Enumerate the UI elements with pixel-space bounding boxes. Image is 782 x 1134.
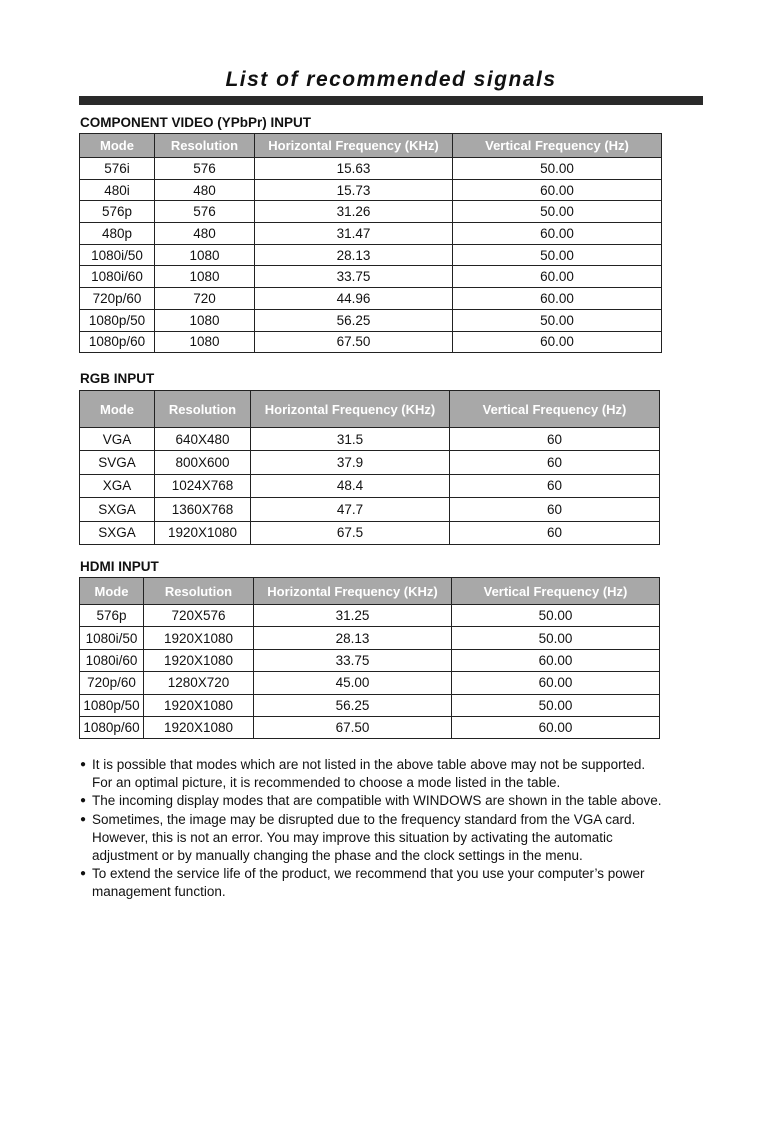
cell-vertical-frequency: 60.00 — [452, 649, 660, 671]
cell-vertical-frequency: 50.00 — [453, 158, 662, 180]
cell-mode: 1080p/60 — [80, 716, 144, 738]
bullet-icon: ● — [80, 868, 87, 880]
table-row — [80, 266, 662, 288]
hdmi-section-title: HDMI INPUT — [80, 559, 159, 574]
cell-horizontal-frequency: 31.25 — [254, 605, 452, 627]
cell-mode: 480p — [80, 223, 155, 245]
cell-horizontal-frequency: 31.26 — [255, 201, 453, 223]
cell-mode: SXGA — [80, 498, 155, 521]
cell-vertical-frequency: 60 — [450, 474, 660, 497]
note-line: For an optimal picture, it is recommended to choose a mode listed in the table. — [92, 775, 561, 791]
cell-vertical-frequency: 50.00 — [452, 627, 660, 649]
cell-resolution: 480 — [155, 179, 255, 201]
header-vertical-frequency: Vertical Frequency (Hz) — [450, 391, 660, 428]
cell-resolution: 576 — [155, 158, 255, 180]
cell-horizontal-frequency: 47.7 — [251, 498, 450, 521]
table-row — [80, 451, 660, 474]
cell-resolution: 1360X768 — [155, 498, 251, 521]
cell-vertical-frequency: 60 — [450, 521, 660, 544]
table-row — [80, 474, 660, 497]
cell-resolution: 1280X720 — [144, 672, 254, 694]
note-line: The incoming display modes that are compatible with WINDOWS are shown in the table above. — [92, 793, 662, 809]
cell-horizontal-frequency: 45.00 — [254, 672, 452, 694]
cell-mode: 576i — [80, 158, 155, 180]
component-section-title: COMPONENT VIDEO (YPbPr) INPUT — [80, 115, 312, 130]
header-vertical-frequency: Vertical Frequency (Hz) — [453, 134, 662, 158]
cell-mode: XGA — [80, 474, 155, 497]
table-header-row — [80, 391, 660, 428]
cell-horizontal-frequency: 56.25 — [255, 309, 453, 331]
note-line: adjustment or by manually changing the phase and the clock settings in the menu. — [92, 848, 583, 864]
cell-resolution: 720 — [155, 288, 255, 310]
note-item — [80, 865, 720, 901]
bullet-icon: ● — [80, 813, 87, 825]
cell-resolution: 1920X1080 — [144, 649, 254, 671]
cell-vertical-frequency: 60 — [450, 498, 660, 521]
table-row — [80, 605, 660, 627]
cell-mode: 1080p/50 — [80, 694, 144, 716]
table-row — [80, 244, 662, 266]
table-row — [80, 309, 662, 331]
page-title: List of recommended signals — [225, 68, 557, 91]
table-row — [80, 627, 660, 649]
header-mode: Mode — [80, 578, 144, 605]
cell-horizontal-frequency: 31.47 — [255, 223, 453, 245]
cell-horizontal-frequency: 67.50 — [255, 331, 453, 353]
cell-vertical-frequency: 50.00 — [453, 244, 662, 266]
header-mode: Mode — [80, 391, 155, 428]
cell-resolution: 480 — [155, 223, 255, 245]
rgb-input-table — [79, 390, 660, 545]
cell-mode: 1080i/60 — [80, 266, 155, 288]
cell-vertical-frequency: 60.00 — [453, 288, 662, 310]
cell-horizontal-frequency: 31.5 — [251, 428, 450, 451]
cell-mode: 1080i/60 — [80, 649, 144, 671]
cell-resolution: 1080 — [155, 309, 255, 331]
cell-resolution: 800X600 — [155, 451, 251, 474]
table-row — [80, 498, 660, 521]
cell-mode: 480i — [80, 179, 155, 201]
cell-resolution: 1024X768 — [155, 474, 251, 497]
cell-horizontal-frequency: 44.96 — [255, 288, 453, 310]
cell-vertical-frequency: 60 — [450, 451, 660, 474]
cell-mode: 576p — [80, 605, 144, 627]
cell-resolution: 1920X1080 — [144, 627, 254, 649]
table-row — [80, 428, 660, 451]
cell-horizontal-frequency: 33.75 — [254, 649, 452, 671]
table-row — [80, 223, 662, 245]
table-row — [80, 288, 662, 310]
table-row — [80, 158, 662, 180]
header-mode: Mode — [80, 134, 155, 158]
cell-horizontal-frequency: 15.73 — [255, 179, 453, 201]
notes-list — [80, 756, 720, 902]
cell-mode: 1080p/60 — [80, 331, 155, 353]
cell-resolution: 640X480 — [155, 428, 251, 451]
cell-vertical-frequency: 60.00 — [452, 672, 660, 694]
note-item — [80, 811, 720, 866]
note-line: To extend the service life of the product, we recommend that you use your computer’s power — [92, 866, 645, 882]
cell-horizontal-frequency: 33.75 — [255, 266, 453, 288]
bullet-icon: ● — [80, 795, 87, 807]
cell-horizontal-frequency: 15.63 — [255, 158, 453, 180]
cell-horizontal-frequency: 48.4 — [251, 474, 450, 497]
table-row — [80, 201, 662, 223]
component-video-table — [79, 133, 662, 353]
table-row — [80, 716, 660, 738]
rgb-section-title: RGB INPUT — [80, 371, 155, 386]
cell-vertical-frequency: 60.00 — [453, 179, 662, 201]
cell-horizontal-frequency: 67.5 — [251, 521, 450, 544]
cell-resolution: 1080 — [155, 244, 255, 266]
cell-horizontal-frequency: 67.50 — [254, 716, 452, 738]
cell-mode: 1080p/50 — [80, 309, 155, 331]
cell-mode: 576p — [80, 201, 155, 223]
cell-vertical-frequency: 50.00 — [453, 309, 662, 331]
table-row — [80, 179, 662, 201]
cell-resolution: 1080 — [155, 331, 255, 353]
table-row — [80, 331, 662, 353]
note-line: It is possible that modes which are not listed in the above table above may not be supported. — [92, 757, 646, 772]
header-horizontal-frequency: Horizontal Frequency (KHz) — [255, 134, 453, 158]
header-resolution: Resolution — [144, 578, 254, 605]
cell-horizontal-frequency: 56.25 — [254, 694, 452, 716]
note-line: However, this is not an error. You may improve this situation by activating the automatic — [92, 829, 613, 845]
note-item — [80, 792, 720, 810]
header-horizontal-frequency: Horizontal Frequency (KHz) — [251, 391, 450, 428]
table-row — [80, 649, 660, 671]
cell-mode: VGA — [80, 428, 155, 451]
cell-mode: SVGA — [80, 451, 155, 474]
header-horizontal-frequency: Horizontal Frequency (KHz) — [254, 578, 452, 605]
header-resolution: Resolution — [155, 391, 251, 428]
cell-mode: SXGA — [80, 521, 155, 544]
title-rule — [79, 96, 703, 105]
cell-vertical-frequency: 60.00 — [453, 223, 662, 245]
hdmi-input-table — [79, 577, 660, 739]
cell-resolution: 576 — [155, 201, 255, 223]
cell-vertical-frequency: 60.00 — [452, 716, 660, 738]
cell-resolution: 720X576 — [144, 605, 254, 627]
table-row — [80, 521, 660, 544]
table-row — [80, 672, 660, 694]
cell-resolution: 1080 — [155, 266, 255, 288]
cell-horizontal-frequency: 28.13 — [254, 627, 452, 649]
note-item — [80, 756, 720, 792]
cell-mode: 720p/60 — [80, 288, 155, 310]
cell-horizontal-frequency: 28.13 — [255, 244, 453, 266]
cell-vertical-frequency: 60 — [450, 428, 660, 451]
table-header-row — [80, 134, 662, 158]
table-header-row — [80, 578, 660, 605]
header-vertical-frequency: Vertical Frequency (Hz) — [452, 578, 660, 605]
note-line: Sometimes, the image may be disrupted due to the frequency standard from the VGA card. — [92, 811, 636, 827]
bullet-icon: ● — [80, 759, 87, 770]
cell-resolution: 1920X1080 — [155, 521, 251, 544]
cell-horizontal-frequency: 37.9 — [251, 451, 450, 474]
cell-mode: 1080i/50 — [80, 244, 155, 266]
cell-resolution: 1920X1080 — [144, 694, 254, 716]
cell-vertical-frequency: 60.00 — [453, 331, 662, 353]
cell-vertical-frequency: 50.00 — [453, 201, 662, 223]
note-line: management function. — [92, 884, 226, 900]
header-resolution: Resolution — [155, 134, 255, 158]
cell-mode: 1080i/50 — [80, 627, 144, 649]
cell-vertical-frequency: 50.00 — [452, 694, 660, 716]
cell-vertical-frequency: 60.00 — [453, 266, 662, 288]
cell-mode: 720p/60 — [80, 672, 144, 694]
table-row — [80, 694, 660, 716]
cell-vertical-frequency: 50.00 — [452, 605, 660, 627]
cell-resolution: 1920X1080 — [144, 716, 254, 738]
